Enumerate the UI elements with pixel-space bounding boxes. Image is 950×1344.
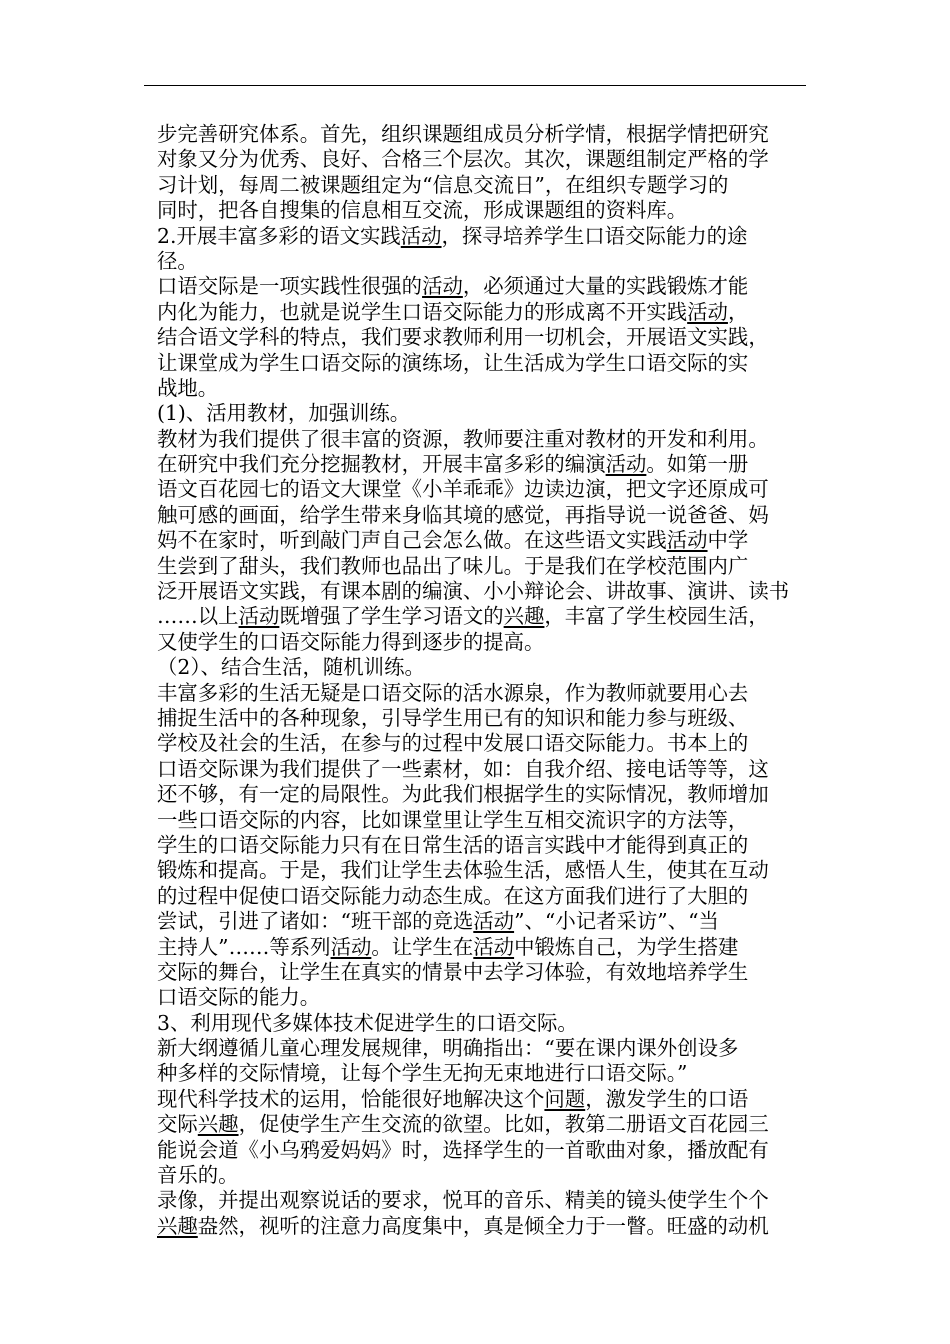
text-line — [157, 731, 817, 756]
text-segment: 学校及社会的生活，在参与的过程中发展口语交际能力。书本上的 — [157, 731, 749, 756]
text-segment: 能说会道《小乌鸦爱妈妈》时，选择学生的一首歌曲对象，播放配有 — [157, 1137, 769, 1162]
text-line — [157, 351, 817, 376]
text-line — [157, 503, 817, 528]
text-line — [157, 630, 817, 655]
text-segment: 内化为能力，也就是说学生口语交际能力的形成离不开实践 — [157, 299, 688, 324]
document-body — [157, 122, 817, 1239]
text-segment: 在研究中我们充分挖掘教材，开展丰富多彩的编演 — [157, 452, 606, 477]
text-line — [157, 427, 817, 452]
text-segment: 交际的舞台，让学生在真实的情景中去学习体验，有效地培养学生 — [157, 959, 749, 984]
underlined-term: 活动 — [473, 934, 515, 959]
text-line — [157, 173, 817, 198]
text-line — [157, 1163, 817, 1188]
text-segment: 让课堂成为学生口语交际的演练场，让生活成为学生口语交际的实 — [157, 350, 749, 375]
text-line — [157, 249, 817, 274]
text-segment: ，激发学生的口语 — [585, 1086, 749, 1111]
underlined-term: 兴趣 — [503, 604, 545, 629]
underlined-term: 活动 — [238, 604, 280, 629]
text-segment: 口语交际的能力。 — [157, 985, 321, 1010]
text-segment: 录像，并提出观察说话的要求，悦耳的音乐、精美的镜头使学生个个 — [157, 1188, 769, 1213]
text-line — [157, 1112, 817, 1137]
text-segment: 结合语文学科的特点，我们要求教师利用一切机会，开展语文实践， — [157, 325, 769, 350]
text-line — [157, 808, 817, 833]
text-segment: ……以上 — [157, 604, 239, 629]
text-line — [157, 376, 817, 401]
text-line — [157, 528, 817, 553]
text-segment: 同时，把各自搜集的信息相互交流，形成课题组的资料库。 — [157, 198, 688, 223]
text-line — [157, 224, 817, 249]
text-segment: 教材为我们提供了很丰富的资源，教师要注重对教材的开发和利用。 — [157, 426, 769, 451]
text-segment: 主持人”……等系列 — [157, 934, 331, 959]
text-line — [157, 122, 817, 147]
text-segment: 对象又分为优秀、良好、合格三个层次。其次，课题组制定严格的学 — [157, 147, 769, 172]
text-line — [157, 833, 817, 858]
text-segment: ，丰富了学生校园生活， — [544, 604, 769, 629]
text-segment: ”、“小记者采访”、“当 — [514, 909, 719, 934]
text-segment: 音乐的。 — [157, 1163, 239, 1188]
text-line — [157, 782, 817, 807]
text-line — [157, 757, 817, 782]
text-segment: 中学 — [707, 528, 749, 553]
text-line — [157, 960, 817, 985]
underlined-term: 兴趣 — [197, 1112, 239, 1137]
text-line — [157, 274, 817, 299]
text-line — [157, 554, 817, 579]
text-line — [157, 985, 817, 1010]
text-segment: 的过程中促使口语交际能力动态生成。在这方面我们进行了大胆的 — [157, 883, 749, 908]
text-segment: 现代科学技术的运用，恰能很好地解决这个 — [157, 1086, 545, 1111]
underlined-term: 活动 — [687, 299, 728, 324]
text-segment: 种多样的交际情境，让每个学生无拘无束地进行口语交际。” — [157, 1061, 688, 1086]
text-segment: （2）、结合生活，随机训练。 — [157, 655, 425, 680]
text-line — [157, 1011, 817, 1036]
text-line — [157, 884, 817, 909]
text-line — [157, 706, 817, 731]
text-line — [157, 858, 817, 883]
underlined-term: 活动 — [422, 274, 463, 299]
text-segment: 径。 — [157, 248, 198, 273]
text-line — [157, 579, 817, 604]
header-rule — [144, 85, 806, 86]
text-line — [157, 604, 817, 629]
text-line — [157, 935, 817, 960]
text-segment: ，探寻培养学生口语交际能力的途 — [441, 223, 748, 248]
underlined-term: 活动 — [400, 223, 442, 248]
text-segment: 中锻炼自己，为学生搭建 — [514, 934, 739, 959]
text-line — [157, 1036, 817, 1061]
text-line — [157, 452, 817, 477]
text-segment: 。如第一册 — [646, 452, 749, 477]
text-segment: 生尝到了甜头，我们教师也品出了味儿。于是我们在学校范围内广 — [157, 553, 749, 578]
text-line — [157, 909, 817, 934]
text-segment: 又使学生的口语交际能力得到逐步的提高。 — [157, 629, 545, 654]
text-segment: 既增强了学生学习语文的 — [279, 604, 504, 629]
text-segment: 口语交际课为我们提供了一些素材，如：自我介绍、接电话等等，这 — [157, 756, 769, 781]
text-line — [157, 325, 817, 350]
text-segment: 口语交际是一项实践性很强的 — [157, 274, 423, 299]
underlined-term: 活动 — [473, 909, 515, 934]
text-line — [157, 1214, 817, 1239]
text-segment: ， — [727, 299, 749, 324]
text-segment: 捕捉生活中的各种现象，引导学生用已有的知识和能力参与班级、 — [157, 705, 749, 730]
underlined-term: 活动 — [330, 934, 372, 959]
text-segment: 战地。 — [157, 375, 219, 400]
text-segment: 妈不在家时，听到敲门声自己会怎么做。在这些语文实践 — [157, 528, 667, 553]
text-segment: 盎然，视听的注意力高度集中，真是倾全力于一瞥。旺盛的动机 — [197, 1213, 769, 1238]
text-segment: 尝试，引进了诸如：“班干部的竞选 — [157, 909, 474, 934]
text-line — [157, 655, 817, 680]
text-line — [157, 147, 817, 172]
text-segment: 2.开展丰富多彩的语文实践 — [157, 223, 401, 248]
text-segment: 新大纲遵循儿童心理发展规律，明确指出：“要在课内课外创设多 — [157, 1036, 739, 1061]
text-segment: 。让学生在 — [371, 934, 474, 959]
text-line — [157, 1138, 817, 1163]
text-segment: 3、利用现代多媒体技术促进学生的口语交际。 — [157, 1010, 578, 1035]
text-segment: 还不够，有一定的局限性。为此我们根据学生的实际情况，教师增加 — [157, 782, 769, 807]
text-segment: 锻炼和提高。于是，我们让学生去体验生活，感悟人生，使其在互动 — [157, 858, 769, 883]
text-line — [157, 1188, 817, 1213]
text-segment: 步完善研究体系。首先，组织课题组成员分析学情，根据学情把研究 — [157, 122, 769, 146]
text-segment: 触可感的画面，给学生带来身临其境的感觉，再指导说一说爸爸、妈 — [157, 502, 769, 527]
text-line — [157, 1061, 817, 1086]
text-line — [157, 198, 817, 223]
text-segment: ，促使学生产生交流的欲望。比如，教第二册语文百花园三 — [238, 1112, 769, 1137]
underlined-term: 活动 — [605, 452, 647, 477]
text-line — [157, 681, 817, 706]
underlined-term: 问题 — [544, 1086, 586, 1111]
text-segment: 习计划，每周二被课题组定为“信息交流日”，在组织专题学习的 — [157, 172, 729, 197]
underlined-term: 活动 — [666, 528, 708, 553]
text-segment: 语文百花园七的语文大课堂《小羊乖乖》边读边演，把文字还原成可 — [157, 477, 769, 502]
text-line — [157, 477, 817, 502]
text-segment: 一些口语交际的内容，比如课堂里让学生互相交流识字的方法等， — [157, 807, 749, 832]
text-segment: 丰富多彩的生活无疑是口语交际的活水源泉，作为教师就要用心去 — [157, 680, 749, 705]
text-segment: 交际 — [157, 1112, 198, 1137]
text-segment: 泛开展语文实践，有课本剧的编演、小小辩论会、讲故事、演讲、读书 — [157, 579, 790, 604]
text-line — [157, 1087, 817, 1112]
text-line — [157, 401, 817, 426]
text-segment: ，必须通过大量的实践锻炼才能 — [462, 274, 749, 299]
underlined-term: 兴趣 — [157, 1213, 198, 1238]
text-segment: 学生的口语交际能力只有在日常生活的语言实践中才能得到真正的 — [157, 832, 749, 857]
text-segment: (1)、活用教材，加强训练。 — [157, 401, 411, 426]
text-line — [157, 300, 817, 325]
